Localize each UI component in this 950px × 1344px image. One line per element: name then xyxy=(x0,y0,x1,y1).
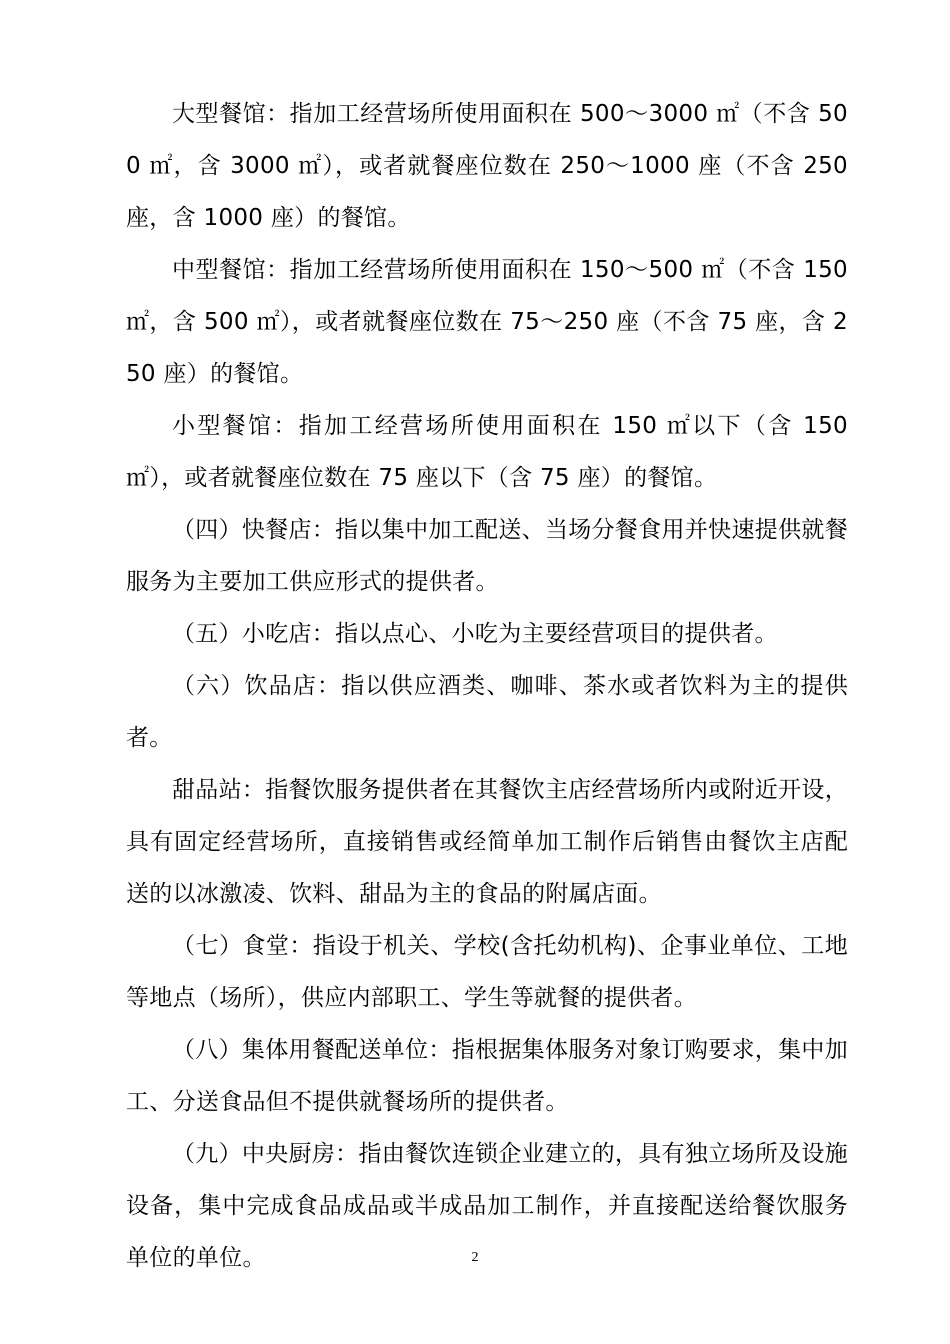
paragraph-small-restaurant: 小型餐馆：指加工经营场所使用面积在 150 ㎡以下（含 150 ㎡），或者就餐座位数在 75 座以下（含 75 座）的餐馆。 xyxy=(126,413,848,491)
document-body xyxy=(126,88,848,1284)
paragraph-large-restaurant: 大型餐馆：指加工经营场所使用面积在 500～3000 ㎡（不含 500 ㎡，含 3000 ㎡），或者就餐座位数在 250～1000 座（不含 250 座，含 1000 座）的餐馆。 xyxy=(126,101,848,231)
paragraph-beverage-shop: （六）饮品店：指以供应酒类、咖啡、茶水或者饮料为主的提供者。 xyxy=(126,673,848,751)
paragraph-central-kitchen: （九）中央厨房：指由餐饮连锁企业建立的，具有独立场所及设施设备，集中完成食品成品或半成品加工制作，并直接配送给餐饮服务单位的单位。 xyxy=(126,1141,848,1271)
paragraph-snack-shop: （五）小吃店：指以点心、小吃为主要经营项目的提供者。 xyxy=(172,621,778,647)
page-number: 2 xyxy=(471,1250,479,1265)
paragraph-canteen: （七）食堂：指设于机关、学校(含托幼机构)、企事业单位、工地等地点（场所），供应内部职工、学生等就餐的提供者。 xyxy=(126,933,848,1011)
paragraph-fast-food: （四）快餐店：指以集中加工配送、当场分餐食用并快速提供就餐服务为主要加工供应形式的提供者。 xyxy=(126,517,848,595)
paragraph-dessert-station: 甜品站：指餐饮服务提供者在其餐饮主店经营场所内或附近开设，具有固定经营场所，直接销售或经简单加工制作后销售由餐饮主店配送的以冰激凌、饮料、甜品为主的食品的附属店面。 xyxy=(126,777,848,907)
paragraph-medium-restaurant: 中型餐馆：指加工经营场所使用面积在 150～500 ㎡（不含 150 ㎡，含 500 ㎡），或者就餐座位数在 75～250 座（不含 75 座，含 250 座）的餐馆。 xyxy=(126,257,848,387)
paragraph-group-meal-delivery: （八）集体用餐配送单位：指根据集体服务对象订购要求，集中加工、分送食品但不提供就餐场所的提供者。 xyxy=(126,1037,848,1115)
